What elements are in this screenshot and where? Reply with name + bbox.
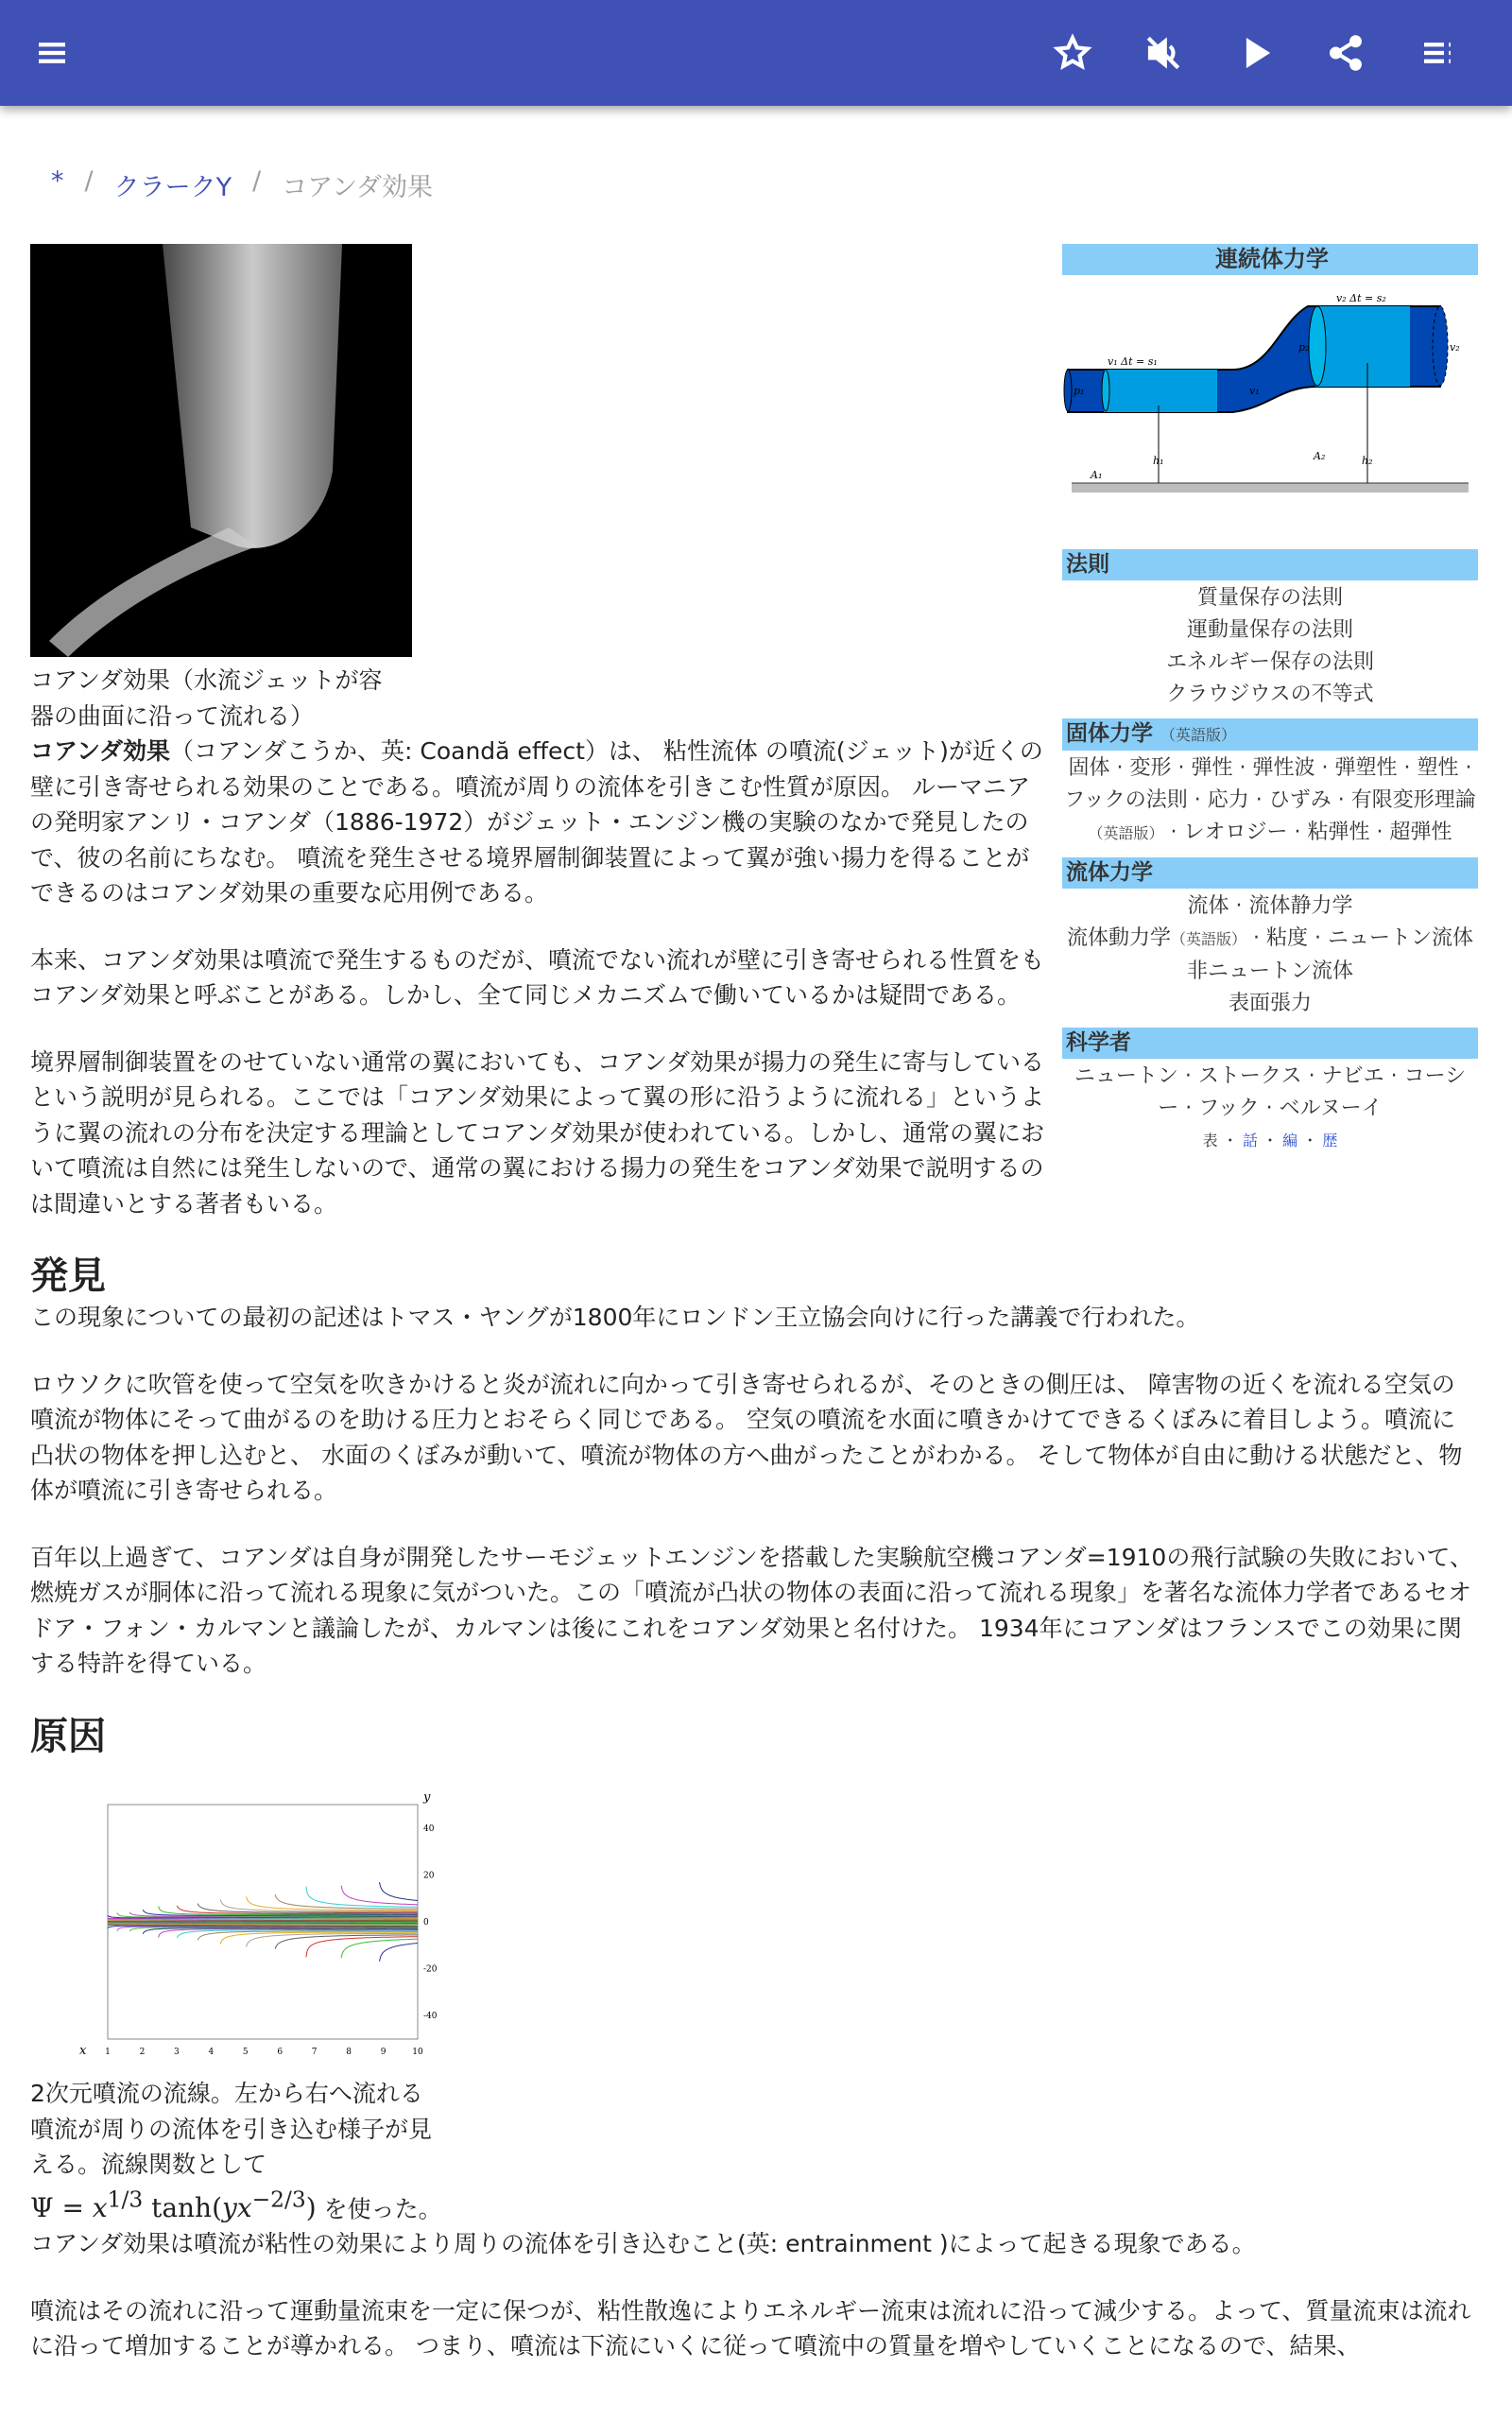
app-bar [0,0,1512,106]
label-v1-dt: v₁ Δt = s₁ [1108,355,1158,368]
x-tick-label: 7 [311,2047,318,2057]
label-v1: v₁ [1249,385,1260,397]
volume-off-icon[interactable] [1137,26,1190,79]
figure-caption: を使った。 [323,2194,442,2222]
star-icon[interactable] [1046,26,1099,79]
x-tick-label: 2 [139,2047,146,2057]
infobox-links[interactable]: · レオロジー · 粘弾性 · 超弾性 [1163,821,1452,844]
share-icon[interactable] [1319,26,1372,79]
x-axis-label: x [79,2043,87,2058]
infobox-links[interactable]: ニュートン · ストークス · ナビエ · コーシー · フック · ベルヌーイ [1074,1064,1467,1120]
infobox-link[interactable]: 質量保存の法則 [1196,586,1343,610]
label-h2: h₂ [1362,455,1373,467]
y-tick-label: 0 [423,1917,429,1927]
x-tick-label: 1 [105,2047,111,2057]
english-version-link[interactable]: （英語版） [1160,726,1237,744]
label-a1: A₁ [1091,469,1103,481]
figure-caption: 噴流が周りの流体を引き込む様子が見 [30,2115,433,2143]
breadcrumb-parent[interactable]: クラークY [113,173,232,202]
label-p2: p₂ [1298,341,1310,354]
figure-caption: える。流線関数として [30,2151,267,2178]
section-title: 固体力学 [1066,721,1153,746]
paragraph: この現象についての最初の記述はトマス・ヤングが1800年にロンドン王立協会向けに行った講義で行われた。 [30,1304,1200,1331]
talk-link[interactable]: 話 [1242,1132,1258,1150]
infobox-section-scientists: 科学者 [1062,1028,1478,1059]
breadcrumb [51,166,433,203]
infobox-link[interactable]: 流体動力学 [1067,926,1172,950]
infobox-links[interactable]: 流体 · 流体静力学 [1187,894,1353,918]
playlist-icon[interactable] [1411,26,1464,79]
label-h1: h₁ [1153,455,1164,467]
label-v2-dt: v₂ Δt = s₂ [1336,292,1386,304]
breadcrumb-current: コアンダ効果 [282,173,434,202]
paragraph-text: （コアンダこうか、英: Coandă effect）は、 粘性流体 の噴流(ジェット)が近くの壁に引き寄せられる効果のことである。噴流が周りの流体を引きこむ性質が原因。 ルーマニアの発明家アンリ・コアンダ（1886-1972）がジェット・エンジン機の実験のなかで発見したので、彼の名前にちなむ。 噴流を発生させる境界層制御装置によって翼が強い揚力を得ることができるのはコアンダ効果の重要な応用例である。 [30,737,1043,907]
menu-icon[interactable] [26,26,78,79]
paragraph: 本来、コアンダ効果は噴流で発生するものだが、噴流でない流れが壁に引き寄せられる性質をもコアンダ効果と呼ぶことがある。しかし、全て同じメカニズムで働いているかは疑問である。 [30,945,1045,1009]
separator: ・ [1262,1132,1278,1150]
infobox-section-fluid: 流体力学 [1062,857,1478,889]
paragraph: 百年以上過ぎて、コアンダは自身が開発したサーモジェットエンジンを搭載した実験航空機コアンダ=1910の飛行試験の失敗において、燃焼ガスが胴体に沿って流れる現象に気がついた。この「噴流が凸状の物体の表面に沿って流れる現象」を著名な流体力学者であるセオドア・フォン・カルマンと議論したが、カルマンは後にこれをコアンダ効果と名付けた。 1934年にコアンダはフランスでこの効果に関する特許を得ている。 [30,1543,1473,1677]
stream-function-formula: $\Psi = x^{1/3}$ $\tanh(yx^{-2/3})$ [30,2186,317,2223]
infobox-links[interactable]: 固体 · 変形 · 弾性 · 弾性波 · 弾塑性 · 塑性 · フックの法則 · 応力 · ひずみ · 有限変形理論 [1064,756,1476,812]
y-tick-label: 40 [423,1824,435,1834]
infobox-link[interactable]: エネルギー保存の法則 [1165,650,1374,674]
x-tick-label: 10 [412,2047,423,2057]
label-v2: v₂ [1450,341,1460,354]
caption-line: 器の曲面に沿って流れる） [30,701,315,730]
article [30,244,1478,2395]
x-tick-label: 3 [174,2047,180,2057]
paragraph: 境界層制御装置をのせていない通常の翼においても、コアンダ効果が揚力の発生に寄与しているという説明が見られる。ここでは「コアンダ効果によって翼の形に沿うように流れる」というように翼の流れの分布を決定する理論としてコアンダ効果が使われている。しかし、通常の翼において噴流は自然には発生しないので、通常の翼における揚力の発生をコアンダ効果で説明するのは間違いとする著者もいる。 [30,1047,1045,1218]
article-term: コアンダ効果 [30,737,171,765]
lead-image-water-jet[interactable] [30,244,412,657]
caption-line: コアンダ効果（水流ジェットが容 [30,666,383,694]
x-tick-label: 6 [277,2047,284,2057]
play-icon[interactable] [1228,26,1281,79]
breadcrumb-separator: / [84,166,94,196]
separator: ・ [1222,1132,1238,1150]
infobox-title: 連続体力学 [1062,244,1478,275]
section-heading-discovery: 発見 [30,1254,106,1298]
history-link[interactable]: 歴 [1322,1132,1338,1150]
label-a2: A₂ [1314,450,1326,462]
paragraph: ロウソクに吹管を使って空気を吹きかけると炎が流れに向かって引き寄せられるが、そのときの側圧は、 障害物の近くを流れる空気の噴流が物体にそって曲がるのを助ける圧力とおそらく同じである。 空気の噴流を水面に噴きかけてできるくぼみに着目しよう。噴流に凸状の物体を押し込むと、 水面のくぼみが動いて、噴流が物体の方へ曲がったことがわかる。 そして物体が自由に動ける状態だと、物体が噴流に引き寄せられる。 [30,1370,1463,1504]
section-heading-cause: 原因 [30,1714,106,1758]
separator: ・ [1302,1132,1318,1150]
navbox-footer [1062,1125,1478,1157]
y-tick-label: -20 [423,1964,438,1975]
lead-image-caption [30,663,427,734]
infobox-links[interactable]: · 粘度 · ニュートン流体 [1246,926,1473,950]
infobox-section-solid [1062,718,1478,751]
paragraph: 噴流はその流れに沿って運動量流束を一定に保つが、粘性散逸によりエネルギー流束は流れに沿って減少する。よって、質量流束は流れに沿って増加することが導かれる。 つまり、噴流は下流にいくに従って噴流中の質量を増やしていくことになるので、結果、 [30,2296,1471,2360]
breadcrumb-root[interactable]: * [51,166,64,196]
infobox [1062,244,1478,1157]
english-version-link[interactable]: （英語版） [1088,824,1164,842]
infobox-link[interactable]: 運動量保存の法則 [1186,618,1353,642]
x-tick-label: 5 [242,2047,249,2057]
breadcrumb-separator: / [252,166,262,196]
edit-link[interactable]: 編 [1282,1132,1298,1150]
view-link[interactable]: 表 [1202,1132,1218,1150]
infobox-link[interactable]: 表面張力 [1228,992,1312,1015]
y-axis-label: y [423,1789,431,1805]
continuum-diagram[interactable] [1062,275,1478,502]
infobox-section-laws: 法則 [1062,549,1478,580]
paragraph: コアンダ効果は噴流が粘性の効果により周りの流体を引き込むこと(英: entrainment )によって起きる現象である。 [30,2230,1256,2258]
infobox-link[interactable]: 非ニュートン流体 [1186,959,1353,983]
x-tick-label: 8 [346,2047,352,2057]
y-tick-label: 20 [423,1870,435,1880]
jet-streamline-figure[interactable] [68,1779,446,2063]
english-version-link[interactable]: （英語版） [1171,930,1247,948]
infobox-link[interactable]: クラウジウスの不等式 [1166,683,1374,706]
y-tick-label: -40 [423,2011,438,2021]
label-p1: p₁ [1074,385,1085,397]
x-tick-label: 9 [380,2047,387,2057]
figure-caption: 2次元噴流の流線。左から右へ流れる [30,2080,423,2107]
x-tick-label: 4 [208,2047,215,2057]
